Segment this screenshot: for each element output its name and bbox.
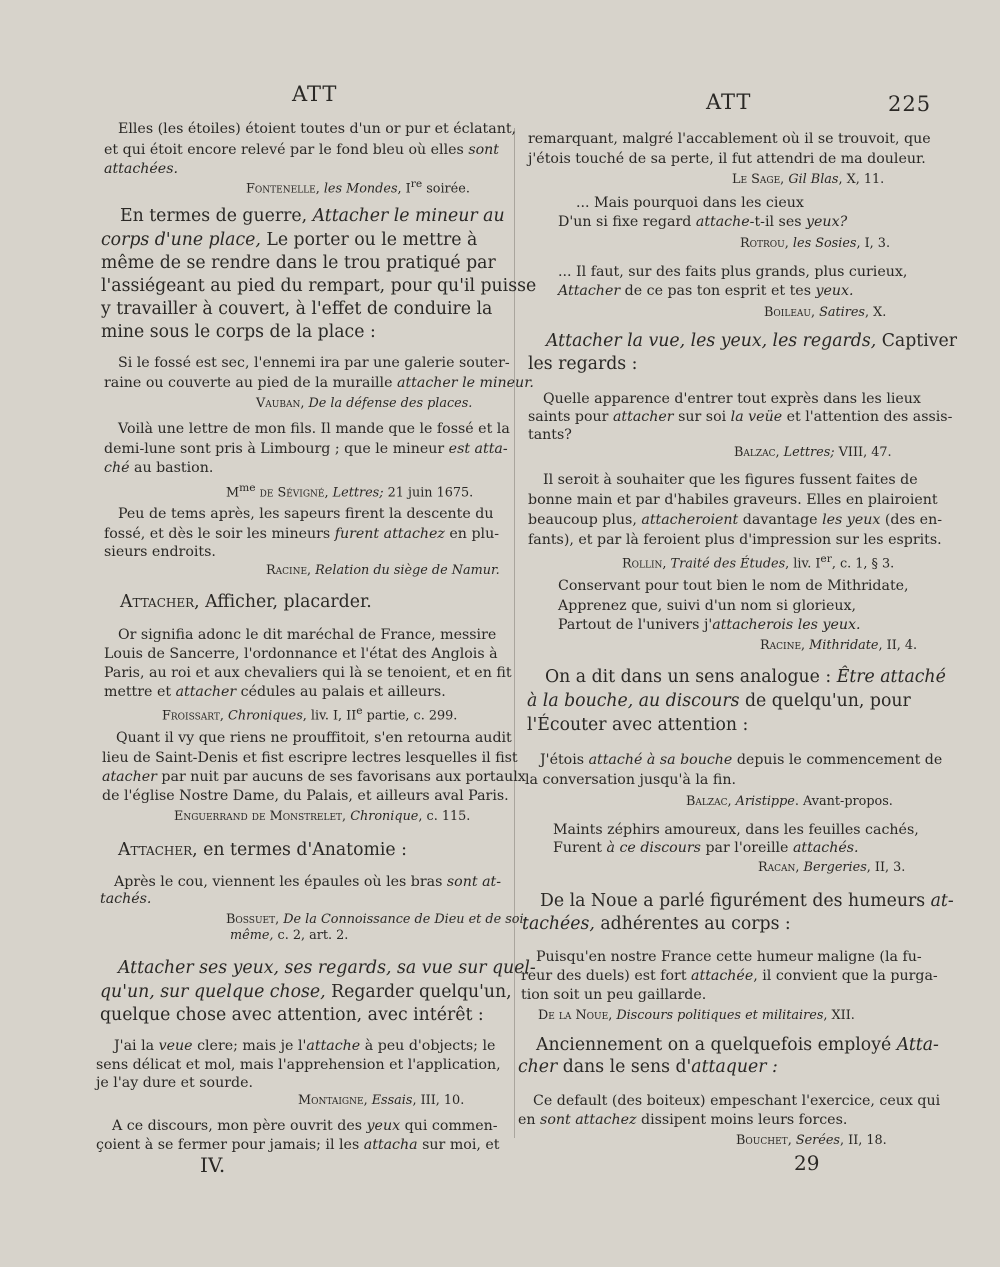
citation: Montaigne, Essais, III, 10.	[298, 1093, 465, 1108]
text-line: et qui étoit encore relevé par le fond bleu où elles sont	[104, 142, 499, 158]
citation: Rollin, Traité des Études, liv. Ier, c. 1, § 3.	[622, 552, 895, 572]
text-line: Voilà une lettre de mon fils. Il mande que le fossé et la	[118, 421, 510, 437]
text-line: en sont attachez dissipent moins leurs forces.	[518, 1112, 848, 1128]
entry-heading: tachées, adhérentes au corps :	[522, 914, 791, 934]
verse-line: Conservant pour tout bien le nom de Mithridate,	[558, 578, 909, 594]
text-line: J'étois attaché à sa bouche depuis le commencement de	[540, 752, 943, 768]
text-line: de l'église Nostre Dame, du Palais, et ailleurs aval Paris.	[102, 788, 509, 804]
citation: Le Sage, Gil Blas, X, 11.	[732, 172, 885, 187]
text-line: Il seroit à souhaiter que les figures fussent faites de	[543, 472, 918, 488]
citation: Racine, Relation du siège de Namur.	[266, 563, 500, 578]
verse-line: D'un si fixe regard attache-t-il ses yeux?	[558, 214, 848, 230]
entry-heading: l'Écouter avec attention :	[527, 715, 749, 735]
entry-heading: mine sous le corps de la place :	[101, 322, 376, 342]
text-line: Si le fossé est sec, l'ennemi ira par une galerie souter-	[118, 355, 510, 371]
text-line: lieu de Saint-Denis et fist escripre lectres lesquelles il fist	[102, 750, 518, 766]
citation: Racine, Mithridate, II, 4.	[760, 638, 918, 653]
text-line: ché au bastion.	[104, 460, 214, 476]
text-line: je l'ay dure et sourde.	[96, 1075, 253, 1091]
entry-heading: De la Noue a parlé figurément des humeurs at-	[540, 891, 954, 911]
text-line: reur des duels) est fort attachée, il convient que la purga-	[521, 968, 938, 984]
text-line: Louis de Sancerre, l'ordonnance et l'état des Anglois à	[104, 646, 498, 662]
entry-heading: Attacher ses yeux, ses regards, sa vue sur quel-	[118, 958, 536, 978]
entry-heading: En termes de guerre, Attacher le mineur au	[120, 206, 505, 226]
text-line: J'ai la veue clere; mais je l'attache à peu d'objects; le	[114, 1038, 496, 1054]
entry-heading: corps d'une place, Le porter ou le mettre à	[101, 230, 478, 250]
text-line: sieurs endroits.	[104, 544, 216, 560]
citation: $M^{me}$ de Sévigné, Lettres; 21 juin 1675.	[226, 481, 474, 501]
verse-line: ... Mais pourquoi dans les cieux	[576, 195, 804, 211]
citation: Vauban, De la défense des places.	[256, 396, 473, 411]
text-line: fants), et par là feroient plus d'impression sur les esprits.	[528, 532, 942, 548]
text-line: Quelle apparence d'entrer tout exprès dans les lieux	[543, 391, 921, 407]
right-running-head: ATT	[706, 90, 752, 114]
text-line: saints pour attacher sur soi la veüe et l'attention des assis-	[528, 409, 953, 425]
text-line: Peu de tems après, les sapeurs firent la descente du	[118, 506, 494, 522]
citation: Balzac, Aristippe. Avant-propos.	[686, 794, 893, 809]
entry-heading: Attacher, Afficher, placarder.	[120, 592, 372, 612]
page-number: 225	[888, 92, 932, 116]
text-line: Or signifia adonc le dit maréchal de France, messire	[118, 627, 497, 643]
entry-heading: quelque chose avec attention, avec intérêt :	[100, 1005, 484, 1025]
entry-heading: Attacher, en termes d'Anatomie :	[118, 840, 407, 860]
text-line: la conversation jusqu'à la fin.	[525, 772, 737, 788]
verse-line: Maints zéphirs amoureux, dans les feuilles cachés,	[553, 822, 919, 838]
text-line: Ce default (des boiteux) empeschant l'exercice, ceux qui	[533, 1093, 941, 1109]
citation: Enguerrand de Monstrelet, Chronique, c. 115.	[174, 809, 471, 824]
citation: Bouchet, Serées, II, 18.	[736, 1133, 887, 1148]
text-line: fossé, et dès le soir les mineurs furent attachez en plu-	[104, 526, 500, 542]
signature-mark-right: 29	[794, 1151, 820, 1175]
text-line: Puisqu'en nostre France cette humeur maligne (la fu-	[536, 949, 922, 965]
text-line: demi-lune sont pris à Limbourg ; que le mineur est atta-	[104, 441, 508, 457]
citation: Fontenelle, les Mondes, Ire soirée.	[246, 177, 470, 197]
entry-heading: les regards :	[528, 354, 638, 374]
left-running-head: ATT	[292, 82, 338, 106]
entry-heading: cher dans le sens d'attaquer :	[518, 1057, 778, 1077]
entry-heading: l'assiégeant au pied du rempart, pour qu'il puisse	[101, 276, 537, 296]
text-line: mettre et attacher cédules au palais et ailleurs.	[104, 684, 446, 700]
citation: Rotrou, les Sosies, I, 3.	[740, 236, 891, 251]
citation: Boileau, Satires, X.	[764, 305, 887, 320]
citation: Froissart, Chroniques, liv. I, IIe partie, c. 299.	[162, 704, 458, 724]
verse-line: ... Il faut, sur des faits plus grands, plus curieux,	[558, 264, 908, 280]
verse-line: Furent à ce discours par l'oreille attachés.	[553, 840, 859, 856]
text-line: j'étois touché de sa perte, il fut attendri de ma douleur.	[528, 151, 926, 167]
entry-heading: qu'un, sur quelque chose, Regarder quelqu'un,	[100, 982, 512, 1002]
verse-line: Apprenez que, suivi d'un nom si glorieux,	[558, 598, 857, 614]
text-line: Elles (les étoiles) étoient toutes d'un or pur et éclatant,	[118, 121, 517, 137]
citation: Balzac, Lettres; VIII, 47.	[734, 445, 892, 460]
text-line: A ce discours, mon père ouvrit des yeux qui commen-	[112, 1118, 498, 1134]
text-line: raine ou couverte au pied de la muraille attacher le mineur.	[104, 375, 534, 391]
text-line: bonne main et par d'habiles graveurs. Elles en plairoient	[528, 492, 938, 508]
text-line: remarquant, malgré l'accablement où il se trouvoit, que	[528, 131, 931, 147]
entry-heading: Anciennement on a quelquefois employé Atta-	[536, 1035, 939, 1055]
entry-heading: à la bouche, au discours de quelqu'un, pour	[527, 691, 911, 711]
citation: Bossuet, De la Connoissance de Dieu et de soi-	[226, 912, 528, 927]
verse-line: Partout de l'univers j'attacherois les yeux.	[558, 617, 861, 633]
text-line: sens délicat et mol, mais l'apprehension et l'application,	[96, 1057, 501, 1073]
text-line: beaucoup plus, attacheroient davantage les yeux (des en-	[528, 512, 943, 528]
verse-line: Attacher de ce pas ton esprit et tes yeux.	[558, 283, 854, 299]
entry-heading: On a dit dans un sens analogue : Être attaché	[545, 667, 946, 687]
text-line: çoient à se fermer pour jamais; il les attacha sur moi, et	[96, 1137, 500, 1153]
text-line: attachées.	[104, 161, 178, 177]
text-line: Paris, au roi et aux chevaliers qui là se tenoient, et en fit	[104, 665, 512, 681]
citation: même, c. 2, art. 2.	[230, 928, 349, 943]
text-line: tants?	[528, 427, 572, 443]
citation: Racan, Bergeries, II, 3.	[758, 860, 906, 875]
text-line: tion soit un peu gaillarde.	[521, 987, 707, 1003]
signature-mark-left: IV.	[200, 1153, 226, 1177]
text-line: Quant il vy que riens ne prouffitoit, s'en retourna audit	[116, 730, 512, 746]
text-line: tachés.	[100, 891, 152, 907]
entry-heading: même de se rendre dans le trou pratiqué par	[101, 253, 496, 273]
citation: De la Noue, Discours politiques et militaires, XII.	[538, 1008, 855, 1023]
text-line: Après le cou, viennent les épaules où les bras sont at-	[114, 874, 502, 890]
text-line: atacher par nuit par aucuns de ses favorisans aux portaulx	[102, 769, 526, 785]
entry-heading: Attacher la vue, les yeux, les regards, Captiver	[546, 331, 958, 351]
entry-heading: y travailler à couvert, à l'effet de conduire la	[101, 299, 493, 319]
